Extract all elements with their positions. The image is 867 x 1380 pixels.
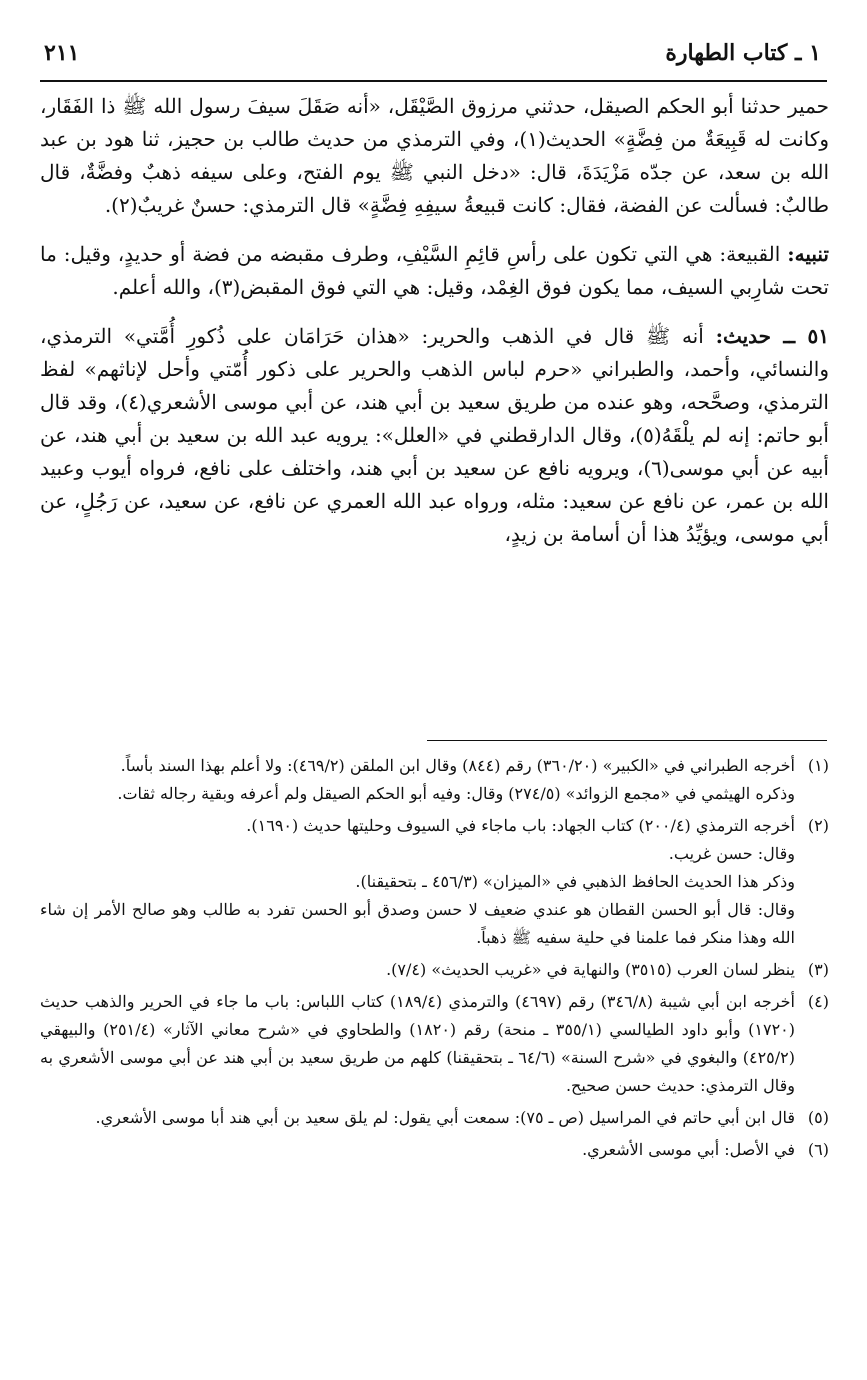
footnote — [40, 1104, 829, 1132]
footnote-divider — [427, 740, 827, 741]
note-label: تنبيه: — [787, 242, 829, 266]
running-header — [40, 34, 827, 82]
main-text — [40, 90, 829, 567]
footnote-line: أخرجه الترمذي (٢٠٠/٤) كتاب الجهاد: باب ماجاء في السيوف وحليتها حديث (١٦٩٠). — [246, 816, 795, 835]
chapter-title: ١ ـ كتاب الطهارة — [665, 40, 821, 66]
footnote-line: وذكره الهيثمي في «مجمع الزوائد» (٢٧٤/٥) وقال: وفيه أبو الحكم الصيقل ولم أعرفه وبقية رجاله ثقات. — [117, 784, 795, 803]
footnote-line: وقال: حسن غريب. — [668, 844, 795, 863]
page-number: ٢١١ — [44, 40, 80, 66]
paragraph-text: حمير حدثنا أبو الحكم الصيقل، حدثني مرزوق الصَّيْقَل، «أنه صَقَلَ سيفَ رسول الله ﷺ ذا الفَقَار، وكانت له قَبِيعَةٌ من فِضَّةٍ» الحديث(١)، وفي الترمذي من حديث طالب بن حجيز، ثنا هود بن عبد الله بن سعد، عن جدّه مَزْيَدَةَ، قال: «دخل النبي ﷺ يوم الفتح، وعلى سيفه ذهبٌ وفضَّةٌ، قال طالبٌ: فسألت عن الفضة، فقال: كانت قبيعةُ سيفِهِ فِضَّةٍ» قال الترمذي: حسنٌ غريبٌ(٢). — [40, 94, 829, 217]
footnote-number: (٦) — [807, 1140, 829, 1159]
footnote-body — [40, 988, 795, 1100]
footnote-line: ينظر لسان العرب (٣٥١٥) والنهاية في «غريب الحديث» (٧/٤). — [386, 960, 795, 979]
footnote — [40, 752, 829, 808]
paragraph-text: أنه ﷺ قال في الذهب والحرير: «هذان حَرَامَان على ذُكورِ أُمَّتي» الترمذي، والنسائي، وأحمد، والطبراني «حرم لباس الذهب والحرير على ذكور أُمّتي وأحل لإناثهم» لفظ الترمذي، وصحَّحه، وهو عنده من طريق سعيد بن أبي هند، عن أبي موسى الأشعري(٤)، وقد قال أبو حاتم: إنه لم يلْقَهُ(٥)، وقال الدارقطني في «العلل»: يرويه عبد الله بن سعيد بن أبي هند، عن أبيه عن أبي موسى(٦)، ويرويه نافع عن سعيد بن أبي هند، واختلف على نافع، فرواه أيوب وعبيد الله بن عمر، عن نافع عن سعيد: مثله، ورواه عبد الله العمري عن نافع، عن سعيد، عن رَجُلٍ، عن أبي موسى، ويؤيِّدُ هذا أن أسامة بن زيدٍ، — [40, 324, 829, 546]
footnote-number: (٤) — [807, 992, 829, 1011]
footnote-line: وذكر هذا الحديث الحافظ الذهبي في «الميزان» (٤٥٦/٣ ـ بتحقيقنا). — [355, 872, 795, 891]
footnote-number: (٣) — [807, 960, 829, 979]
paragraph-note — [40, 238, 829, 304]
hadith-heading: ٥١ ــ حديث: — [715, 324, 829, 348]
footnotes — [40, 752, 829, 1168]
footnote-body — [40, 1136, 795, 1164]
footnote-number: (٥) — [807, 1108, 829, 1127]
footnote-number: (١) — [807, 756, 829, 775]
footnote — [40, 812, 829, 952]
footnote-body — [40, 956, 795, 984]
footnote — [40, 988, 829, 1100]
footnote-line: في الأصل: أبي موسى الأشعري. — [582, 1140, 795, 1159]
footnote-line: أخرجه ابن أبي شيبة (٣٤٦/٨) رقم (٤٦٩٧) والترمذي (١٨٩/٤) كتاب اللباس: باب ما جاء في الحرير والذهب حديث (١٧٢٠) وأبو داود الطيالسي (٣٥٥/١ ـ منحة) رقم (١٨٢٠) والطحاوي في «شرح معاني الآثار» (٢٥١/٤) والبيهقي (٤٢٥/٢) والبغوي في «شرح السنة» (٦٤/٦ ـ بتحقيقنا) كلهم من طريق سعيد بن أبي هند عن أبي موسى الأشعري به وقال الترمذي: حديث حسن صحيح. — [40, 992, 796, 1095]
footnote-line: قال ابن أبي حاتم في المراسيل (ص ـ ٧٥): سمعت أبي يقول: لم يلق سعيد بن أبي هند أبا موسى الأشعري. — [95, 1108, 795, 1127]
footnote-body — [40, 812, 795, 952]
paragraph — [40, 90, 829, 222]
footnote-line: أخرجه الطبراني في «الكبير» (٣٦٠/٢٠) رقم (٨٤٤) وقال ابن الملقن (٤٦٩/٢): ولا أعلم بهذا السند بأساً. — [120, 756, 795, 775]
paragraph-hadith — [40, 320, 829, 551]
footnote-number: (٢) — [807, 816, 829, 835]
footnote-body — [40, 1104, 795, 1132]
footnote-line: وقال: قال أبو الحسن القطان هو عندي ضعيف لا حسن وصدق أبو الحسن تفرد به طالب وهو صالح الأمر إن شاء الله وهذا منكر فما علمنا في حلية سفيه ﷺ ذهباً. — [40, 900, 796, 947]
footnote-body — [40, 752, 795, 808]
footnote — [40, 1136, 829, 1164]
footnote — [40, 956, 829, 984]
paragraph-text: القبيعة: هي التي تكون على رأسِ قائِمِ السَّيْفِ، وطرف مقبضه من فضة أو حديدٍ، وقيل: ما تحت شارِبي السيف، مما يكون فوق الغِمْد، وقيل: هي التي فوق المقبض(٣)، والله أعلم. — [40, 242, 829, 299]
